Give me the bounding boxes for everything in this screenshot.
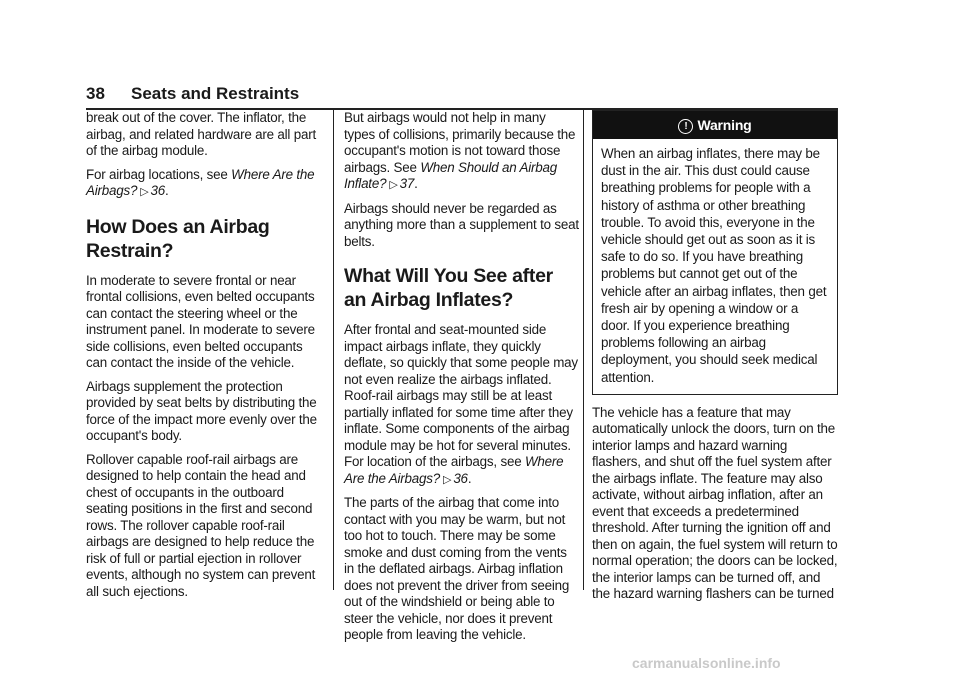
text: After frontal and seat-mounted side impact airbags inflate, they quickly deflate, so quickly that some people may not even realize the airbags inflated. Roof-rail airbags may still be at least partially inflated for some time after they inflate. Some components of the airbag module may be hot for several minutes. For location of the airbags, see xyxy=(344,322,578,469)
page-ref-icon: ▷ xyxy=(140,186,149,198)
warning-icon: ! xyxy=(678,119,693,134)
paragraph xyxy=(86,167,322,201)
column-2 xyxy=(344,110,580,651)
page-ref[interactable]: 36 xyxy=(150,183,166,198)
section-heading: How Does an Airbag Restrain? xyxy=(86,215,270,262)
warning-text: When an airbag inflates, there may be dust in the air. This dust could cause breathing problems for people with a history of asthma or other breathing trouble. To avoid this, everyone in the vehicle should get out as soon as it is safe to do so. If you have breathing problems but cannot get out of the vehicle after an airbag inflates, then get fresh air by opening a window or a door. If you experience breathing problems following an airbag deployment, you should seek medical attention. xyxy=(601,146,827,385)
column-divider xyxy=(583,110,584,590)
page-ref[interactable]: 36 xyxy=(453,470,468,486)
section-title: Seats and Restraints xyxy=(131,84,300,103)
paragraph: In moderate to severe frontal or near frontal collisions, even belted occupants can contact the steering wheel or the instrument panel. In moderate to severe side collisions, even belted occupants can contact the inside of the vehicle. xyxy=(86,272,315,370)
text: . xyxy=(414,176,418,191)
page-ref-icon: ▷ xyxy=(443,473,452,486)
paragraph xyxy=(344,110,580,194)
warning-box xyxy=(592,110,838,395)
text: . xyxy=(165,183,169,198)
paragraph: break out of the cover. The inflator, the airbag, and related hardware are all part of the airbag module. xyxy=(86,110,317,158)
page-header xyxy=(86,84,838,110)
column-1 xyxy=(86,110,322,607)
paragraph: The parts of the airbag that come into contact with you may be warm, but not too hot to touch. There may be some smoke and dust coming from the vents in the deflated airbags. Airbag inflation does not prevent the driver from seeing out of the windshield or being able to steer the vehicle, nor does it prevent people from leaving the vehicle. xyxy=(344,495,570,642)
warning-header xyxy=(593,111,837,139)
text: But airbags would not help in many types of collisions, primarily because the occupant's motion is not toward those airbags. See xyxy=(344,110,576,175)
column-divider xyxy=(333,110,334,590)
cross-reference-link[interactable]: Where Are the Airbags? xyxy=(344,454,564,486)
page-number: 38 xyxy=(86,84,105,103)
column-3 xyxy=(592,110,838,610)
watermark: carmanualsonline.info xyxy=(632,655,781,671)
paragraph: The vehicle has a feature that may automatically unlock the doors, turn on the interior lamps and hazard warning flashers, and shut off the fuel system after the airbags inflate. The feature may also activate, without airbag inflation, after an event that exceeds a predetermined threshold. After turning the ignition off and then on again, the fuel system will return to normal operation; the doors can be locked, the interior lamps can be turned off, and the hazard warning flashers can be turned xyxy=(592,404,838,602)
page-ref[interactable]: 37 xyxy=(399,176,415,191)
paragraph: Airbags supplement the protection provided by seat belts by distributing the force of the impact more evenly over the occupant's body. xyxy=(86,378,317,443)
cross-reference-link[interactable]: When Should an Airbag Inflate? xyxy=(344,159,558,191)
text: . xyxy=(467,470,472,486)
paragraph xyxy=(344,322,580,488)
cross-reference-link[interactable]: Where Are the Airbags? xyxy=(86,166,315,198)
section-heading: What Will You See after an Airbag Inflates? xyxy=(344,265,553,311)
paragraph: Airbags should never be regarded as anything more than a supplement to seat belts. xyxy=(344,200,579,249)
paragraph: Rollover capable roof-rail airbags are designed to help contain the head and chest of occupants in the outboard seating positions in the first and second rows. The rollover capable roof-rail airbags are designed to help reduce the risk of full or partial ejection in rollover events, although no system can prevent all such ejections. xyxy=(86,451,316,599)
text: For airbag locations, see xyxy=(86,166,232,182)
warning-title: Warning xyxy=(697,117,752,133)
page-ref-icon: ▷ xyxy=(389,179,398,191)
